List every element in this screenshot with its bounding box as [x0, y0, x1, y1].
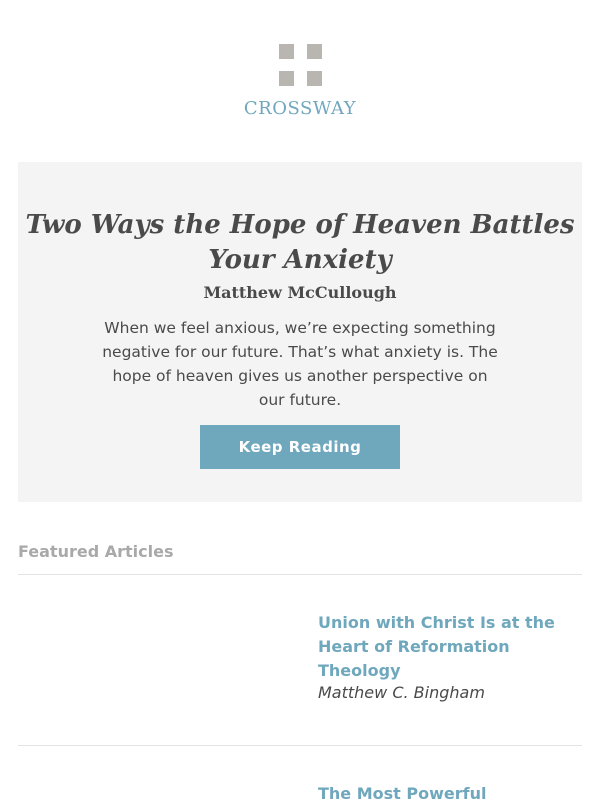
hero-author: Matthew McCullough	[203, 283, 397, 302]
article-title-link[interactable]: Union with Christ Is at the Heart of Reformation Theology	[318, 613, 555, 680]
article-author: Matthew C. Bingham	[318, 683, 485, 702]
hero-title[interactable]: Two Ways the Hope of Heaven Battles Your Anxiety	[25, 210, 575, 275]
article-thumbnail[interactable]	[18, 757, 298, 800]
keep-reading-button[interactable]: Keep Reading	[200, 425, 400, 469]
divider	[18, 574, 582, 575]
crossway-logo-icon[interactable]	[279, 44, 322, 86]
article-thumbnail[interactable]	[18, 586, 298, 736]
featured-articles-heading: Featured Articles	[18, 542, 174, 561]
header	[0, 0, 600, 160]
hero-excerpt: When we feel anxious, we’re expecting something negative for our future. That’s what anxiety is. The hope of heaven gives us another perspective on our future.	[102, 319, 498, 409]
divider	[18, 745, 582, 746]
logo-wordmark[interactable]: CROSSWAY	[243, 98, 357, 119]
article-title-link[interactable]: The Most Powerful	[318, 784, 487, 800]
hero-section	[18, 162, 582, 502]
